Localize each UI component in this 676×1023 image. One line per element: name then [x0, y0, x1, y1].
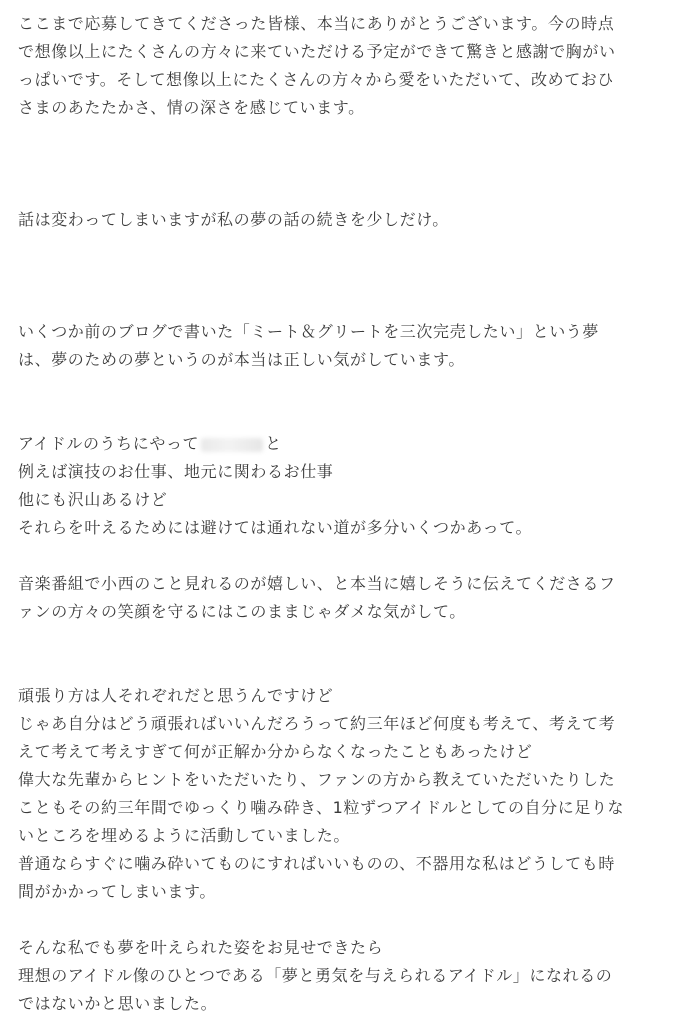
spacer [18, 234, 643, 318]
text-fragment: と [265, 434, 282, 453]
spacer [18, 542, 643, 570]
text-line: 例えば演技のお仕事、地元に関わるお仕事 [18, 462, 334, 481]
spacer [18, 906, 643, 934]
text-line: じゃあ自分はどう頑張ればいいんだろうって約三年ほど何度も考えて、考えて考 [18, 714, 616, 733]
blog-article [18, 10, 643, 1018]
text-line: それらを叶えるためには避けては通れない道が多分いくつかあって。 [18, 518, 533, 537]
text-line: は、夢のための夢というのが本当は正しい気がしています。 [18, 350, 465, 369]
text-line: ではないかと思いました。 [18, 994, 218, 1013]
paragraph-effort [18, 682, 643, 906]
paragraph-ideal-idol [18, 934, 643, 1018]
text-line: さまのあたたかさ、情の深さを感じています。 [18, 98, 365, 117]
text-line: 話は変わってしまいますが私の夢の話の続きを少しだけ。 [18, 210, 449, 229]
text-line: いくつか前のブログで書いた「ミート＆グリートを三次完売したい」という夢 [18, 322, 600, 341]
paragraph-goals [18, 430, 643, 542]
text-line [18, 430, 643, 458]
text-line: 普通ならすぐに噛み砕いてものにすればいいものの、不器用な私はどうしても時 [18, 854, 615, 873]
text-line: 間がかかってしまいます。 [18, 882, 216, 901]
paragraph-thanks [18, 10, 643, 122]
text-line: 理想のアイドル像のひとつである「夢と勇気を与えられるアイドル」になれるの [18, 966, 613, 985]
text-line: えて考えて考えすぎて何が正解か分からなくなったこともあったけど [18, 742, 533, 761]
spacer [18, 374, 643, 430]
paragraph-dream [18, 318, 643, 374]
text-line: こともその約三年間でゆっくり噛み砕き、1粒ずつアイドルとしての自分に足りな [18, 798, 625, 817]
text-line: 頑張り方は人それぞれだと思うんですけど [18, 686, 334, 705]
text-line: そんな私でも夢を叶えられた姿をお見せできたら [18, 938, 384, 957]
blurred-redaction [201, 438, 263, 452]
text-fragment: アイドルのうちにやって [18, 434, 200, 453]
text-line: 他にも沢山あるけど [18, 490, 168, 509]
text-line: ここまで応募してきてくださった皆様、本当にありがとうございます。今の時点 [18, 14, 615, 33]
text-line: っぱいです。そして想像以上にたくさんの方々から愛をいただいて、改めておひ [18, 70, 615, 89]
text-line: 偉大な先輩からヒントをいただいたり、ファンの方から教えていただいたりした [18, 770, 616, 789]
text-line: で想像以上にたくさんの方々に来ていただける予定ができて驚きと感謝で胸がい [18, 42, 616, 61]
spacer [18, 122, 643, 206]
paragraph-fans [18, 570, 643, 626]
text-line: 音楽番組で小西のこと見れるのが嬉しい、と本当に嬉しそうに伝えてくださるフ [18, 574, 616, 593]
text-line: いところを埋めるように活動していました。 [18, 826, 351, 845]
paragraph-topic-change [18, 206, 643, 234]
text-line: ァンの方々の笑顔を守るにはこのままじゃダメな気がして。 [18, 602, 466, 621]
spacer [18, 626, 643, 682]
